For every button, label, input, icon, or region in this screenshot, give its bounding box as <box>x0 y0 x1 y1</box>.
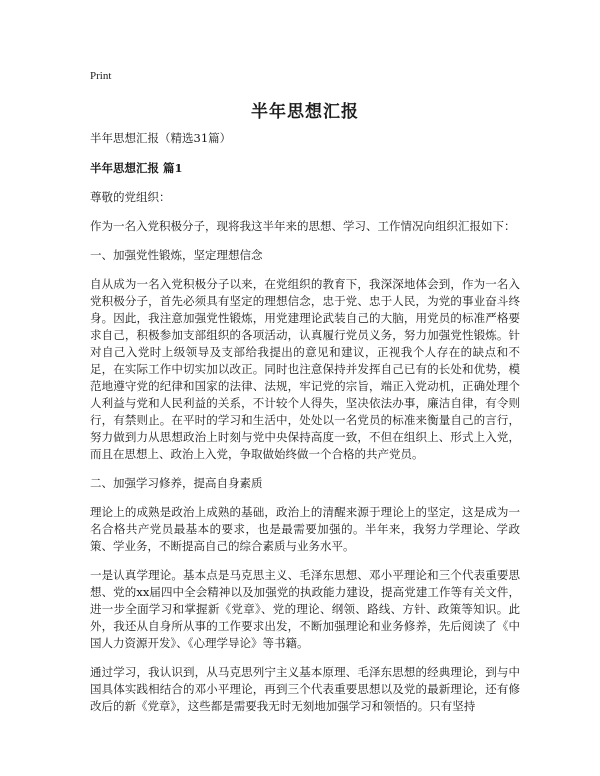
paragraph-3: 一是认真学理论。基本点是马克思主义、毛泽东思想、邓小平理论和三个代表重要思想、党的xx届四中全会精神以及加强党的执政能力建设，提高党建工作等有关文件，进一步全面学习和掌握新《党章》、党的理论、纲领、路线、方针、政策等知识。此外，我还从自身所从事的工作要求出发，不断加强理论和业务修养，先后阅读了《中国人力资源开发》、《心理学导论》等书籍。 <box>90 568 520 650</box>
greeting: 尊敬的党组织： <box>90 190 171 204</box>
paragraph-2: 理论上的成熟是政治上成熟的基础，政治上的清醒来源于理论上的坚定，这是成为一名合格共产党员最基本的要求，也是最需要加强的。半年来，我努力学理论、学政策、学业务，不断提高自己的综合素质与业务水平。 <box>90 505 520 553</box>
document-body <box>90 130 520 727</box>
section-title: 半年思想汇报 篇1 <box>90 161 183 175</box>
heading-2: 二、加强学习修养，提高自身素质 <box>90 476 263 490</box>
document-subtitle: 半年思想汇报（精选31篇） <box>90 131 232 145</box>
paragraph-1: 自从成为一名入党积极分子以来，在党组织的教育下，我深深地体会到，作为一名入党积极分子，首先必须具有坚定的理想信念，忠于党、忠于人民，为党的事业奋斗终身。因此，我注意加强党性锻炼，用党建理论武装自己的大脑，用党员的标准严格要求自己，积极参加支部组织的各项活动，认真履行党员义务，努力加强党性锻炼。针对自己入党时上级领导及支部给我提出的意见和建议，正视我个人存在的缺点和不足，在实际工作中切实加以改正。同时也注意保持并发挥自己已有的长处和优势，模范地遵守党的纪律和国家的法律、法规，牢记党的宗旨，端正入党动机，正确处理个人利益与党和人民利益的关系，不计较个人得失，坚决依法办事，廉洁自律，有令则行，有禁则止。在平时的学习和生活中，处处以一名党员的标准来衡量自己的言行，努力做到力从思想政治上时刻与党中央保持高度一致，不但在组织上、形式上入党，而且在思想上、政治上入党，争取做始终做一个合格的共产党员。 <box>90 277 520 461</box>
paragraph-4: 通过学习，我认识到，从马克思列宁主义基本原理、毛泽东思想的经典理论，到与中国具体实践相结合的邓小平理论，再到三个代表重要思想以及党的最新理论，还有修改后的新《党章》，这些都是需要我无时无刻地加强学习和领悟的。只有坚持 <box>90 665 520 713</box>
print-link[interactable]: Print <box>90 70 112 82</box>
heading-1: 一、加强党性锻炼，坚定理想信念 <box>90 248 263 262</box>
intro-paragraph: 作为一名入党积极分子，现将我这半年来的思想、学习、工作情况向组织汇报如下： <box>90 219 516 233</box>
document-title: 半年思想汇报 <box>251 102 359 122</box>
